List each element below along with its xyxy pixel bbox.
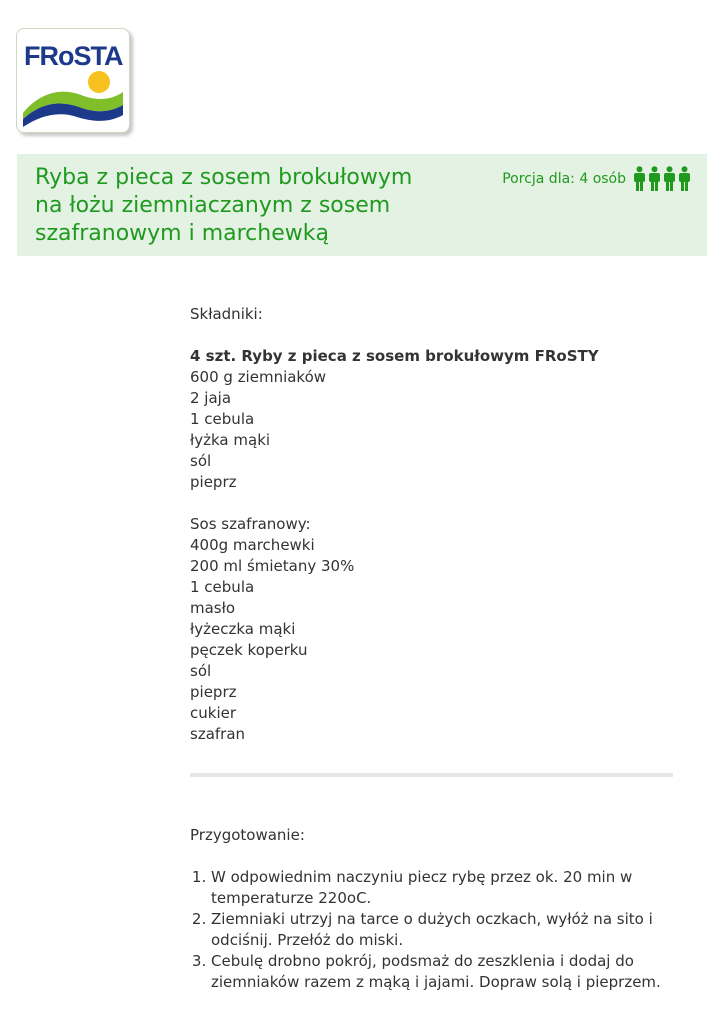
ingredient-item: 2 jaja: [190, 389, 232, 407]
preparation-step: 3. Cebulę drobno pokrój, podsmaż do zeszklenia i dodaj do ziemniaków razem z mąką i jajami. Dopraw solą i pieprzem.: [211, 951, 675, 993]
person-icon: [633, 166, 646, 192]
ingredient-item: sól: [190, 452, 212, 470]
preparation-label: Przygotowanie:: [190, 826, 305, 844]
recipe-header: [17, 154, 707, 256]
recipe-title: Ryba z pieca z sosem brokułowym na łożu ziemniaczanym z sosem szafranowym i marchewką: [35, 165, 413, 246]
sauce-item: pęczek koperku: [190, 641, 308, 659]
logo-text: FRoSTA: [24, 41, 123, 71]
ingredients-list: [190, 346, 675, 493]
sauce-item: masło: [190, 599, 236, 617]
portion-info: [502, 166, 691, 192]
ingredient-item: łyżka mąki: [190, 431, 271, 449]
sauce-item: pieprz: [190, 683, 237, 701]
section-divider: [190, 773, 673, 777]
ingredients-label: Składniki:: [190, 305, 263, 323]
portion-people: [631, 166, 691, 192]
sun-icon: [88, 71, 110, 93]
frosta-logo-graphic: [17, 29, 129, 132]
ingredient-item: 1 cebula: [190, 410, 255, 428]
frosta-logo[interactable]: [16, 28, 130, 133]
ingredient-item: 600 g ziemniaków: [190, 368, 327, 386]
preparation-steps: [190, 867, 675, 993]
sauce-item: 400g marchewki: [190, 536, 315, 554]
preparation-step: 2. Ziemniaki utrzyj na tarce o dużych oczkach, wyłóż na sito i odciśnij. Przełóż do miski.: [211, 909, 675, 951]
sauce-item: sól: [190, 662, 212, 680]
recipe-content: [190, 304, 675, 993]
sauce-item: 200 ml śmietany 30%: [190, 557, 355, 575]
sauce-item: szafran: [190, 725, 246, 743]
ingredient-item: pieprz: [190, 473, 237, 491]
person-icon: [648, 166, 661, 192]
ingredient-item: 4 szt. Ryby z pieca z sosem brokułowym FRoSTY: [190, 347, 599, 365]
person-icon: [663, 166, 676, 192]
sauce-list: [190, 535, 675, 745]
sauce-item: łyżeczka mąki: [190, 620, 296, 638]
sauce-item: 1 cebula: [190, 578, 255, 596]
sauce-label: Sos szafranowy:: [190, 515, 311, 533]
preparation-step: 1. W odpowiednim naczyniu piecz rybę przez ok. 20 min w temperaturze 220oC.: [211, 867, 675, 909]
sauce-item: cukier: [190, 704, 237, 722]
person-icon: [678, 166, 691, 192]
portion-label: Porcja dla: 4 osób: [502, 171, 626, 187]
